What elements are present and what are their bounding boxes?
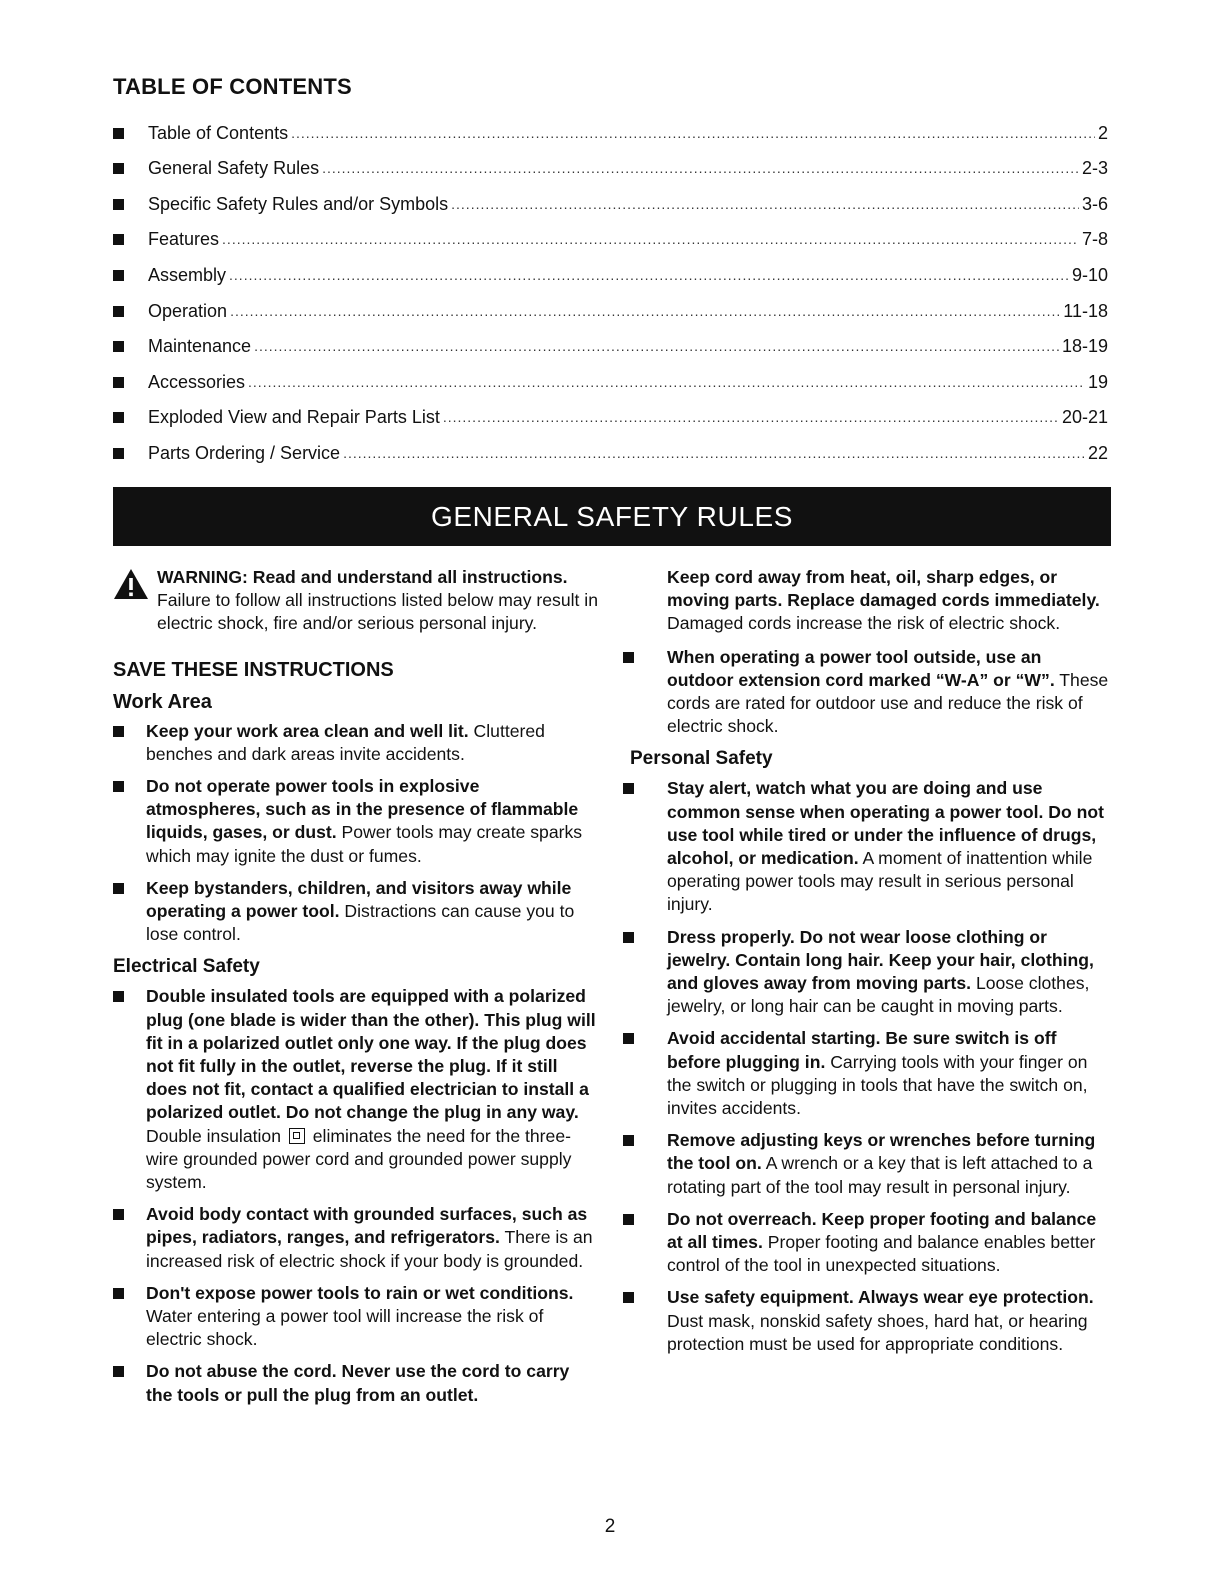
toc-entry-page: 20-21 — [1061, 407, 1108, 428]
banner-title: GENERAL SAFETY RULES — [430, 500, 794, 532]
rule-text: Carrying tools with your finger on the switch or plugging in tools that have the switch on, invites accidents. — [667, 1051, 1088, 1119]
leader-dots — [248, 374, 1085, 390]
rule-text: eliminates the need for the three-wire grounded power cord and grounded power supply system. — [146, 1125, 572, 1193]
electrical-safety-title: Electrical Safety — [113, 956, 260, 978]
leader-dots — [222, 231, 1079, 247]
rule-bold: Stay alert, watch what you are doing and use common sense when operating a power tool. Do not use tool while tired or under the influence of drugs, alcohol, or medication. — [667, 778, 1104, 869]
toc-entry-page: 9-10 — [1071, 264, 1108, 285]
leader-dots — [229, 267, 1069, 283]
bullet-icon — [113, 1209, 124, 1220]
rule-item — [623, 777, 1111, 916]
rule-bold: Avoid accidental starting. Be sure switch is off before plugging in. — [667, 1028, 1057, 1072]
rule-bold: Keep your work area clean and well lit. — [146, 720, 469, 741]
left-column — [113, 566, 598, 1416]
toc-entry — [113, 144, 1108, 180]
rule-text: These cords are rated for outdoor use and reduce the risk of electric shock. — [667, 669, 1109, 737]
toc-entry-label: Table of Contents — [148, 122, 289, 143]
rule-text: A wrench or a key that is left attached to a rotating part of the tool may result in personal injury. — [667, 1153, 1093, 1197]
toc-entry — [113, 108, 1108, 144]
toc-title: TABLE OF CONTENTS — [113, 74, 352, 99]
rule-bold: Dress properly. Do not wear loose clothing or jewelry. Contain long hair. Keep your hair, clothing, and gloves away from moving parts. — [667, 926, 1094, 994]
toc-entry-page: 18-19 — [1061, 336, 1108, 357]
personal-safety-title: Personal Safety — [630, 748, 773, 770]
bullet-icon — [113, 306, 124, 317]
bullet-icon — [113, 1288, 124, 1299]
leader-dots — [451, 196, 1079, 212]
rule-item — [623, 1129, 1111, 1199]
rule-text: Damaged cords increase the risk of electric shock. — [667, 613, 1061, 634]
leader-dots — [443, 409, 1059, 425]
rule-bold: Double insulated tools are equipped with a polarized plug (one blade is wider than the other). This plug will fit in a polarized outlet only one way. If the plug does not fit fully in the outlet, reverse the plug. If it still does not fit, contact a qualified electrician to install a polarized outlet. Do not change the plug in any way. — [146, 986, 596, 1123]
leader-dots — [254, 338, 1059, 354]
toc-entry-label: Operation — [148, 300, 228, 321]
bullet-icon — [623, 652, 634, 663]
rule-bold: Don't expose power tools to rain or wet conditions. — [146, 1282, 574, 1303]
rule-bold: Keep bystanders, children, and visitors away while operating a power tool. — [146, 877, 572, 922]
bullet-icon — [113, 991, 124, 1002]
rule-bold: Do not abuse the cord. Never use the cord to carry the tools or pull the plug from an outlet. — [146, 1361, 570, 1405]
toc-entry-label: Exploded View and Repair Parts List — [148, 407, 440, 428]
rule-text: Proper footing and balance enables better control of the tool in unexpected situations. — [667, 1232, 1096, 1276]
rule-item — [113, 877, 598, 947]
rule-text: Water entering a power tool will increase the risk of electric shock. — [146, 1306, 544, 1350]
bullet-icon — [623, 1214, 634, 1225]
rule-item — [113, 985, 598, 1194]
double-insulation-icon — [289, 1128, 305, 1144]
rule-text: Double insulation — [146, 1125, 281, 1146]
rule-text: Cluttered benches and dark areas invite accidents. — [146, 720, 545, 764]
bullet-icon — [623, 1292, 634, 1303]
rule-bold: When operating a power tool outside, use an outdoor extension cord marked “W-A” or “W”. — [667, 646, 1055, 690]
bullet-icon — [113, 412, 124, 423]
rule-item — [623, 926, 1111, 1019]
rule-item — [113, 1282, 598, 1352]
warning-triangle-icon — [113, 568, 149, 600]
warning-text: Failure to follow all instructions listed below may result in electric shock, fire and/or serious personal injury. — [157, 590, 599, 634]
bullet-icon — [623, 932, 634, 943]
rule-item — [113, 1203, 598, 1273]
toc-entry-page: 11-18 — [1063, 300, 1108, 321]
leader-dots — [230, 303, 1060, 319]
rule-text: Distractions can cause you to lose control. — [146, 901, 575, 945]
toc-entry-page: 2-3 — [1081, 158, 1108, 179]
toc-entry-page: 19 — [1087, 371, 1108, 392]
right-column — [623, 566, 1111, 1365]
rule-item — [113, 720, 598, 766]
toc-entry-label: Features — [148, 229, 220, 250]
warning-bold: WARNING: Read and understand all instructions. — [157, 567, 568, 587]
bullet-icon — [623, 783, 634, 794]
bullet-icon — [113, 163, 124, 174]
toc-entry-label: Specific Safety Rules and/or Symbols — [148, 193, 449, 214]
toc-entry — [113, 357, 1108, 393]
warning-block — [113, 566, 598, 636]
toc-entry — [113, 179, 1108, 215]
toc-entry-page: 7-8 — [1081, 229, 1108, 250]
save-instructions-title: SAVE THESE INSTRUCTIONS — [113, 658, 394, 681]
bullet-icon — [623, 1033, 634, 1044]
page-number: 2 — [604, 1516, 616, 1537]
toc-entry-label: General Safety Rules — [148, 158, 320, 179]
rule-continuation — [623, 566, 1111, 636]
leader-dots — [322, 160, 1079, 176]
rule-bold: Use safety equipment. Always wear eye protection. — [667, 1287, 1094, 1308]
rule-item — [113, 1360, 598, 1406]
rule-item — [623, 646, 1111, 739]
toc-entry-label: Assembly — [148, 264, 227, 285]
rule-text: Loose clothes, jewelry, or long hair can be caught in moving parts. — [667, 973, 1090, 1017]
rule-text: Power tools may create sparks which may ignite the dust or fumes. — [146, 822, 583, 866]
toc-entry — [113, 215, 1108, 251]
rule-bold: Remove adjusting keys or wrenches before turning the tool on. — [667, 1130, 1096, 1174]
section-banner — [113, 487, 1111, 546]
rule-bold: Do not operate power tools in explosive atmospheres, such as in the presence of flammable liquids, gases, or dust. — [146, 776, 579, 843]
leader-dots — [343, 445, 1085, 461]
rule-text: Dust mask, nonskid safety shoes, hard hat, or hearing protection must be used for appropriate conditions. — [667, 1310, 1088, 1354]
bullet-icon — [113, 128, 124, 139]
rule-item — [623, 1208, 1111, 1278]
toc-list — [113, 108, 1108, 464]
toc-entry-label: Parts Ordering / Service — [148, 442, 341, 463]
toc-entry-page: 22 — [1087, 442, 1108, 463]
toc-entry — [113, 322, 1108, 358]
toc-entry — [113, 286, 1108, 322]
toc-entry-label: Accessories — [148, 371, 246, 392]
rule-bold: Do not overreach. Keep proper footing and balance at all times. — [667, 1208, 1097, 1253]
toc-entry-page: 2 — [1097, 122, 1108, 143]
rule-item — [113, 775, 598, 868]
bullet-icon — [623, 1135, 634, 1146]
rule-item — [623, 1027, 1111, 1120]
bullet-icon — [113, 781, 124, 792]
work-area-title: Work Area — [113, 690, 212, 713]
bullet-icon — [113, 726, 124, 737]
bullet-icon — [113, 341, 124, 352]
rule-bold: Keep cord away from heat, oil, sharp edges, or moving parts. Replace damaged cords immediately. — [667, 567, 1100, 611]
toc-entry-page: 3-6 — [1081, 193, 1108, 214]
bullet-icon — [113, 270, 124, 281]
bullet-icon — [113, 883, 124, 894]
rule-item — [623, 1286, 1111, 1356]
toc-entry — [113, 250, 1108, 286]
toc-entry-label: Maintenance — [148, 336, 252, 357]
rule-bold: Avoid body contact with grounded surfaces, such as pipes, radiators, ranges, and refrigerators. — [146, 1204, 588, 1248]
toc-entry — [113, 393, 1108, 429]
toc-entry — [113, 428, 1108, 464]
rule-text: There is an increased risk of electric shock if your body is grounded. — [146, 1227, 593, 1271]
bullet-icon — [113, 1366, 124, 1377]
bullet-icon — [113, 199, 124, 210]
bullet-icon — [113, 448, 124, 459]
leader-dots — [291, 125, 1095, 141]
rule-text: A moment of inattention while operating power tools may result in serious personal injury. — [667, 848, 1093, 915]
bullet-icon — [113, 377, 124, 388]
bullet-icon — [113, 234, 124, 245]
